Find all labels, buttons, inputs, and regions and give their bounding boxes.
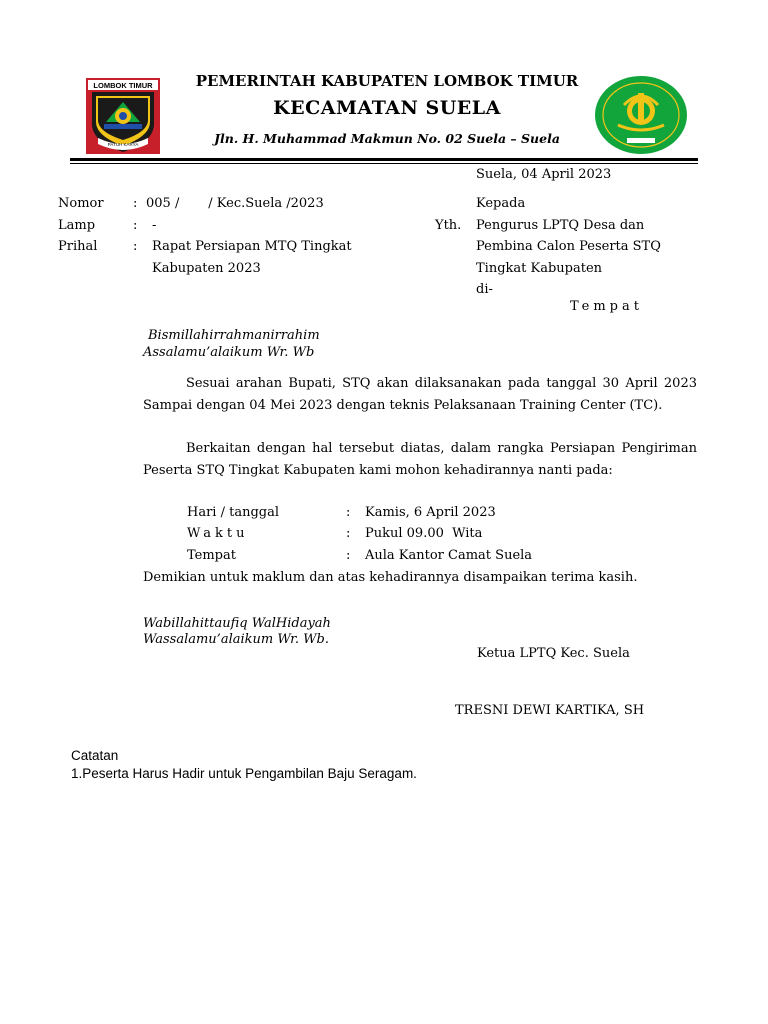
signature-title: Ketua LPTQ Kec. Suela [477, 646, 630, 661]
schedule-colon-time: : [346, 526, 351, 541]
svg-text:PATUH KARYA: PATUH KARYA [107, 142, 139, 147]
schedule-label-day: Hari / tanggal [187, 505, 280, 520]
letterhead-address: Jln. H. Muhammad Makmun No. 02 Suela – Suela [214, 131, 560, 146]
kemenag-emblem [594, 75, 688, 155]
opening-basmalah: Bismillahirrahmanirrahim [148, 328, 320, 343]
addressee-line-4: di- [476, 282, 493, 297]
notes-item-1: 1.Peserta Harus Hadir untuk Pengambilan Baju Seragam. [71, 766, 417, 781]
lamp-label: Lamp [58, 218, 96, 233]
opening-salam: Assalamu’alaikum Wr. Wb [143, 345, 315, 360]
addressee-kepada: Kepada [476, 196, 526, 211]
prihal-value-2: Kabupaten 2023 [152, 261, 261, 276]
svg-text:LOMBOK TIMUR: LOMBOK TIMUR [93, 81, 153, 90]
addressee-line-2: Pembina Calon Peserta STQ [476, 239, 661, 254]
schedule-colon-day: : [346, 505, 351, 520]
notes-heading: Catatan [71, 748, 119, 763]
letterhead-government: PEMERINTAH KABUPATEN LOMBOK TIMUR [195, 72, 579, 90]
addressee-yth: Yth. [435, 218, 462, 233]
schedule-value-place: Aula Kantor Camat Suela [365, 548, 533, 563]
body-paragraph-1-text: Sesuai arahan Bupati, STQ akan dilaksanakan pada tanggal 30 April 2023 Sampai dengan 04 Mei 2023 dengan teknis Pelaksanaan Training Center (TC). [143, 376, 697, 413]
nomor-label: Nomor [58, 196, 104, 211]
nomor-value: 005 / / Kec.Suela /2023 [146, 196, 324, 211]
letterhead-rule-thin [70, 163, 698, 164]
lombok-timur-emblem [84, 76, 162, 156]
addressee-line-5: Tempat [570, 299, 643, 314]
body-paragraph-3: Demikian untuk maklum dan atas kehadirannya disampaikan terima kasih. [143, 570, 638, 585]
schedule-value-time: Pukul 09.00 Wita [365, 526, 483, 541]
prihal-label: Prihal [58, 239, 98, 254]
nomor-colon: : [133, 196, 138, 211]
schedule-colon-place: : [346, 548, 351, 563]
addressee-line-1: Pengurus LPTQ Desa dan [476, 218, 645, 233]
body-paragraph-2-text: Berkaitan dengan hal tersebut diatas, dalam rangka Persiapan Pengiriman Peserta STQ Tingkat Kabupaten kami mohon kehadirannya nanti pada: [143, 441, 697, 478]
schedule-label-time: Waktu [187, 526, 249, 541]
schedule-value-day: Kamis, 6 April 2023 [365, 505, 496, 520]
addressee-line-3: Tingkat Kabupaten [476, 261, 603, 276]
prihal-value-1: Rapat Persiapan MTQ Tingkat [152, 239, 352, 254]
body-paragraph-2 [143, 438, 697, 481]
letterhead-rule-thick [70, 158, 698, 161]
closing-line-1: Wabillahittaufiq WalHidayah [143, 616, 331, 631]
lamp-colon: : [133, 218, 138, 233]
letterhead-district: KECAMATAN SUELA [273, 97, 501, 119]
closing-line-2: Wassalamu’alaikum Wr. Wb. [143, 632, 329, 647]
schedule-label-place: Tempat [187, 548, 236, 563]
signature-name: TRESNI DEWI KARTIKA, SH [455, 703, 645, 718]
lamp-value: - [152, 218, 157, 233]
prihal-colon: : [133, 239, 138, 254]
body-paragraph-1 [143, 373, 697, 416]
date-place: Suela, 04 April 2023 [476, 167, 612, 182]
